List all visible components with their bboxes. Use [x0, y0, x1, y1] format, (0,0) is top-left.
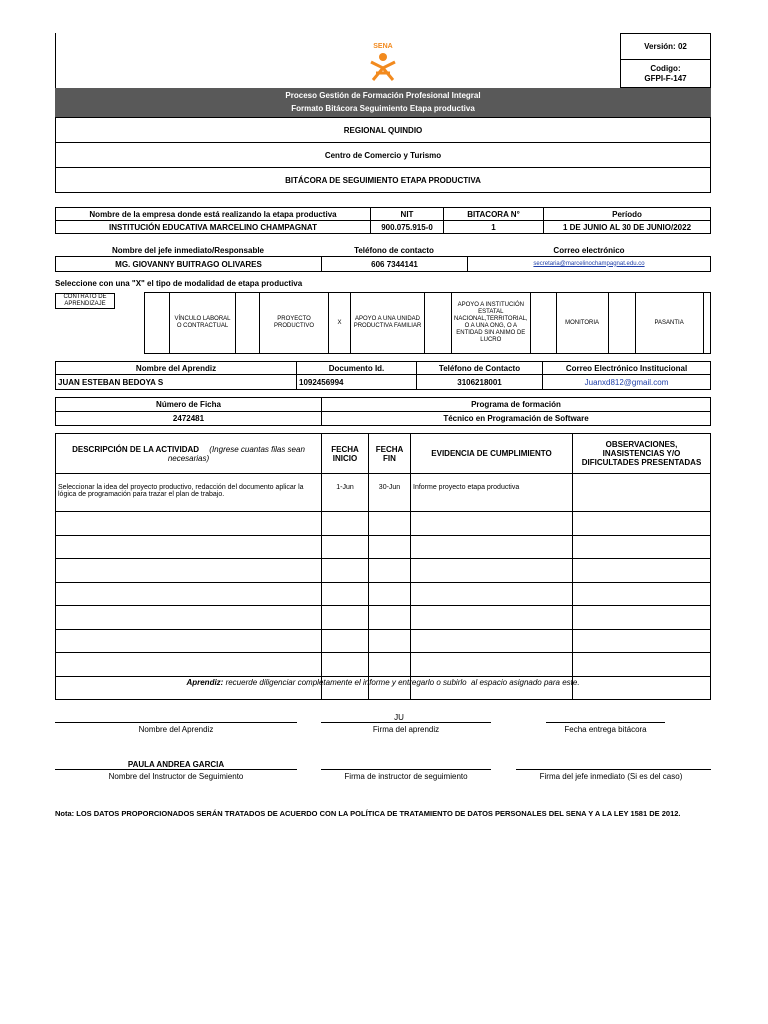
- activity-start-cell[interactable]: [322, 582, 369, 606]
- modalidad-instruction: Seleccione con una "X" el tipo de modalidad de etapa productiva: [55, 279, 303, 288]
- ficha-value: 2472481: [56, 412, 322, 426]
- activity-obs-cell[interactable]: [573, 653, 711, 677]
- format-title: Formato Bitácora Seguimiento Etapa productiva: [291, 104, 475, 113]
- evidencia-header: EVIDENCIA DE CUMPLIMIENTO: [411, 434, 573, 474]
- instructor-label: Nombre del Instructor de Seguimiento: [108, 772, 244, 781]
- company-table: [55, 207, 711, 234]
- boss-email[interactable]: secretaria@marcelinochampagnat.edu.co: [468, 257, 711, 272]
- aprendiz-sign-line: [321, 722, 491, 723]
- activity-obs-cell[interactable]: [573, 559, 711, 583]
- activity-start-cell[interactable]: 1-Jun: [322, 474, 369, 512]
- regional-title: REGIONAL QUINDIO: [55, 117, 711, 143]
- instructor-name: PAULA ANDREA GARCIA: [127, 759, 225, 769]
- contrato-aprendizaje-label: CONTRATO DE APRENDIZAJE: [55, 293, 115, 309]
- activity-obs-cell[interactable]: [573, 606, 711, 630]
- activity-obs-cell[interactable]: [573, 535, 711, 559]
- instructor-sign-line: [321, 769, 491, 770]
- contrato-aprendizaje-checkbox[interactable]: [145, 293, 170, 354]
- activities-table: [55, 433, 711, 700]
- table-row: [56, 474, 711, 512]
- instructor-sign-label: Firma de instructor de seguimiento: [344, 772, 468, 781]
- signature-value: JU: [394, 712, 404, 722]
- apoyo-institucion-label: APOYO A INSTITUCIÓN ESTATAL NACIONAL,TERRITORIAL, O A UNA ONG, O A ENTIDAD SIN ANIMO DE LUCRO: [452, 293, 531, 354]
- bitacora-no-label: BITACORA N°: [444, 208, 544, 221]
- apprentice-doc-label: Documento Id.: [297, 362, 417, 375]
- table-row: [56, 512, 711, 536]
- company-name-label: Nombre de la empresa donde está realizando la etapa productiva: [56, 208, 371, 221]
- apprentice-doc: 1092456994: [297, 375, 417, 390]
- vinculo-laboral-checkbox[interactable]: [236, 293, 260, 354]
- activity-obs-cell[interactable]: [573, 629, 711, 653]
- activity-start-cell[interactable]: [322, 559, 369, 583]
- reminder-bold: Aprendiz:: [186, 677, 224, 687]
- activity-obs-cell[interactable]: [573, 474, 711, 512]
- monitoria-checkbox[interactable]: [608, 293, 635, 354]
- activity-evidence-cell[interactable]: [411, 559, 573, 583]
- aprendiz-name-line: [55, 722, 297, 723]
- activity-desc-hint: (Ingrese cuantas filas sean necesarias): [167, 444, 305, 463]
- activity-end-cell[interactable]: [369, 559, 411, 583]
- fecha-fin-header: FECHA FIN: [369, 434, 411, 474]
- code-label: Codigo:: [650, 63, 681, 73]
- sena-logo-icon: [369, 51, 397, 81]
- fecha-inicio-header: FECHA INICIO: [322, 434, 369, 474]
- apprentice-table: [55, 361, 711, 390]
- process-title: Proceso Gestión de Formación Profesional Integral: [285, 91, 481, 100]
- activity-desc-header: [56, 434, 322, 474]
- activity-desc-cell[interactable]: [56, 582, 322, 606]
- jefe-sign-line: [516, 769, 711, 770]
- vinculo-laboral-label: VÍNCULO LABORAL O CONTRACTUAL: [170, 293, 236, 354]
- aprendiz-sign-label: Firma del aprendiz: [372, 725, 440, 734]
- pasantia-label: PASANTIA: [635, 293, 703, 354]
- bitacora-no-value: 1: [444, 221, 544, 234]
- aprendiz-name-label: Nombre del Aprendiz: [138, 725, 214, 734]
- activity-desc-cell[interactable]: [56, 629, 322, 653]
- apoyo-institucion-checkbox[interactable]: [530, 293, 556, 354]
- nit-label: NIT: [371, 208, 444, 221]
- apprentice-phone: 3106218001: [417, 375, 543, 390]
- activity-obs-cell[interactable]: [573, 512, 711, 536]
- activity-end-cell[interactable]: [369, 653, 411, 677]
- activity-end-cell[interactable]: [369, 629, 411, 653]
- monitoria-label: MONITORIA: [556, 293, 608, 354]
- apoyo-familiar-label: APOYO A UNA UNIDAD PRODUCTIVA FAMILIAR: [351, 293, 425, 354]
- activity-desc-cell[interactable]: [56, 653, 322, 677]
- apprentice-phone-label: Teléfono de Contacto: [417, 362, 543, 375]
- activity-desc-cell[interactable]: [56, 535, 322, 559]
- jefe-sign-label: Firma del jefe inmediato (Si es del caso): [539, 772, 683, 781]
- apprentice-name: JUAN ESTEBAN BEDOYA S: [56, 375, 297, 390]
- nit-value: 900.075.915-0: [371, 221, 444, 234]
- boss-email-label: Correo electrónico: [553, 245, 625, 255]
- activity-end-cell[interactable]: [369, 512, 411, 536]
- process-banner: [55, 88, 711, 117]
- periodo-value: 1 DE JUNIO AL 30 DE JUNIO/2022: [544, 221, 711, 234]
- table-row: [56, 629, 711, 653]
- version-box: [620, 33, 711, 88]
- activity-desc-cell[interactable]: Seleccionar la idea del proyecto productivo, redacción del documento aplicar la lógica de programación para trazar el plan de trabajo.: [56, 474, 322, 512]
- activity-desc-label: DESCRIPCIÓN DE LA ACTIVIDAD: [72, 444, 200, 454]
- apoyo-familiar-checkbox[interactable]: [425, 293, 452, 354]
- activity-evidence-cell[interactable]: [411, 535, 573, 559]
- ficha-table: [55, 397, 711, 426]
- observaciones-header: OBSERVACIONES, INASISTENCIAS Y/O DIFICULTADES PRESENTADAS: [573, 434, 711, 474]
- boss-phone-label: Teléfono de contacto: [354, 245, 434, 255]
- instructor-name-line: [55, 769, 297, 770]
- apprentice-email[interactable]: Juanxd812@gmail.com: [543, 375, 711, 390]
- activity-evidence-cell[interactable]: [411, 653, 573, 677]
- reminder-text: recuerde diligenciar completamente el informe y entregarlo o subirlo al espacio asignado para este.: [223, 677, 580, 687]
- table-row: [56, 535, 711, 559]
- activity-evidence-cell[interactable]: [411, 512, 573, 536]
- activity-end-cell[interactable]: [369, 606, 411, 630]
- activity-evidence-cell[interactable]: Informe proyecto etapa productiva: [411, 474, 573, 512]
- activity-start-cell[interactable]: [322, 535, 369, 559]
- activity-desc-cell[interactable]: [56, 559, 322, 583]
- programa-label: Programa de formación: [322, 398, 711, 412]
- pasantia-checkbox[interactable]: [703, 293, 710, 354]
- proyecto-productivo-label: PROYECTO PRODUCTIVO: [260, 293, 329, 354]
- activity-evidence-cell[interactable]: [411, 629, 573, 653]
- apprentice-email-label: Correo Electrónico Institucional: [543, 362, 711, 375]
- ficha-label: Número de Ficha: [56, 398, 322, 412]
- modalidad-table: [55, 292, 711, 354]
- code-value: GFPI-F-147: [644, 73, 687, 83]
- activity-desc-cell[interactable]: [56, 606, 322, 630]
- bitacora-title: BITÁCORA DE SEGUIMIENTO ETAPA PRODUCTIVA: [55, 167, 711, 193]
- table-row: [56, 582, 711, 606]
- activity-evidence-cell[interactable]: [411, 606, 573, 630]
- sena-logo: [366, 42, 400, 82]
- company-name: INSTITUCIÓN EDUCATIVA MARCELINO CHAMPAGNAT: [56, 221, 371, 234]
- periodo-label: Período: [544, 208, 711, 221]
- activity-obs-cell[interactable]: [573, 582, 711, 606]
- activity-end-cell[interactable]: [369, 535, 411, 559]
- activity-start-cell[interactable]: [322, 629, 369, 653]
- fecha-label: Fecha entrega bitácora: [564, 725, 647, 734]
- boss-phone: 606 7344141: [322, 257, 468, 272]
- sena-logo-text: SENA: [373, 42, 393, 50]
- version-label: Versión: 02: [621, 34, 710, 60]
- proyecto-productivo-checkbox[interactable]: X: [329, 293, 351, 354]
- activity-desc-cell[interactable]: [56, 512, 322, 536]
- programa-value: Técnico en Programación de Software: [322, 412, 711, 426]
- reminder: [55, 676, 711, 688]
- activity-evidence-cell[interactable]: [411, 582, 573, 606]
- activity-start-cell[interactable]: [322, 512, 369, 536]
- centro-title: Centro de Comercio y Turismo: [55, 142, 711, 168]
- table-row: [56, 606, 711, 630]
- apprentice-name-label: Nombre del Aprendiz: [56, 362, 297, 375]
- boss-name-label: Nombre del jefe inmediato/Responsable: [111, 245, 265, 255]
- activity-end-cell[interactable]: [369, 582, 411, 606]
- fecha-line: [546, 722, 665, 723]
- boss-table: [55, 256, 711, 272]
- boss-name: MG. GIOVANNY BUITRAGO OLIVARES: [56, 257, 322, 272]
- activity-start-cell[interactable]: [322, 606, 369, 630]
- table-row: [56, 653, 711, 677]
- nota: Nota: LOS DATOS PROPORCIONADOS SERÁN TRATADOS DE ACUERDO CON LA POLÍTICA DE TRATAMIENTO DE DATOS PERSONALES DEL SENA Y A LA LEY 1581 DE 2012.: [55, 809, 681, 818]
- activity-end-cell[interactable]: 30-Jun: [369, 474, 411, 512]
- table-row: [56, 559, 711, 583]
- activity-start-cell[interactable]: [322, 653, 369, 677]
